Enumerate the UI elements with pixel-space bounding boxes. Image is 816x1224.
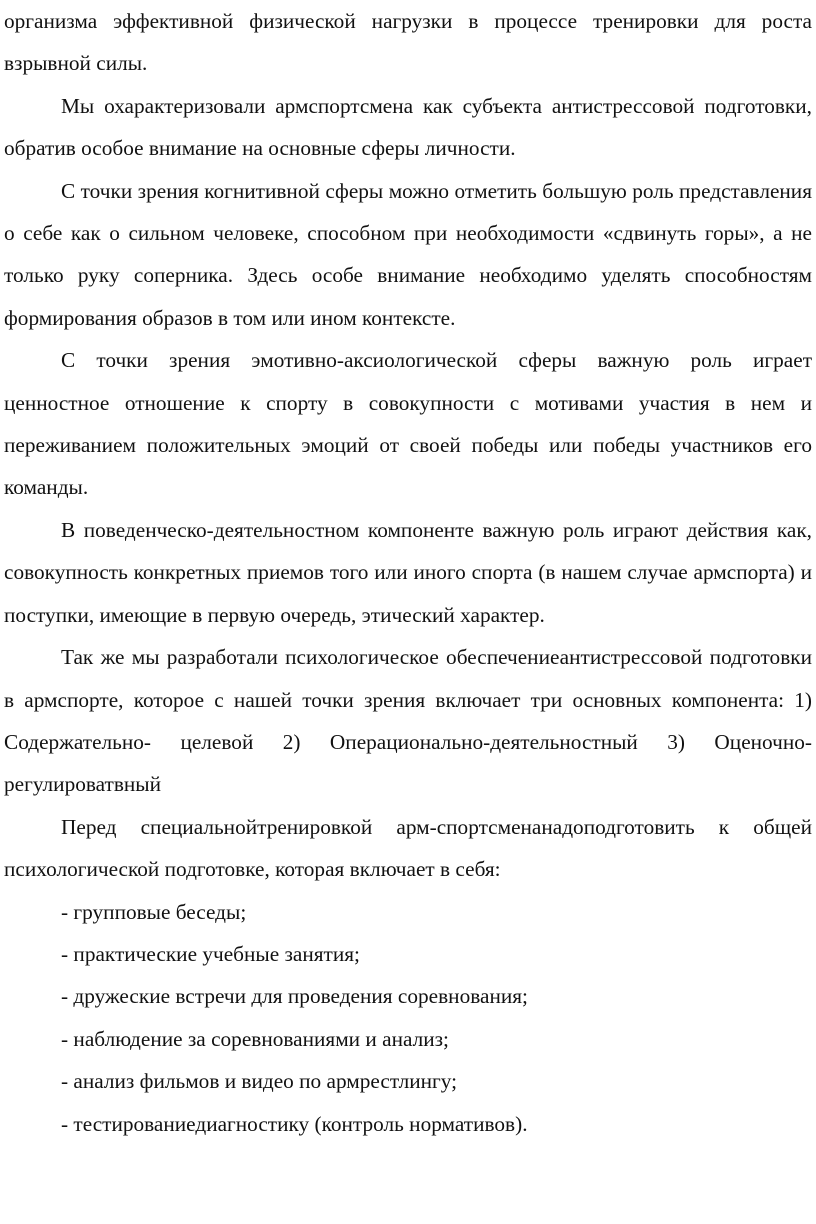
list-item: - дружеские встречи для проведения соревнования; [61,984,528,1009]
paragraph-continuation: организма эффективной физической нагрузки в процессе тренировки для роста взрывной силы. [4,9,812,76]
paragraph-behavioral-component: В поведенческо-деятельностном компоненте важную роль играют действия как, совокупность конкретных приемов того или иного спорта (в нашем случае армспорта) и поступки, имеющие в первую очередь, этический характер. [4,517,812,627]
paragraph-emotive-sphere: С точки зрения эмотивно-аксиологической сферы важную роль играет ценностное отношение к спорту в совокупности с мотивами участия в нем и переживанием положительных эмоций от своей победы или победы участников его команды. [4,348,812,500]
document-body [4,0,812,1145]
list-item: - групповые беседы; [61,899,247,924]
preparation-list [4,891,812,1145]
list-item: - наблюдение за соревнованиями и анализ; [61,1026,449,1051]
paragraph-cognitive-sphere: С точки зрения когнитивной сферы можно отметить большую роль представления о себе как о сильном человеке, способном при необходимости «сдвинуть горы», а не только руку соперника. Здесь особе внимание необходимо уделять способностям формирования образов в том или ином контексте. [4,178,812,330]
paragraph-psychological-support: Так же мы разработали психологическое обеспечениеантистрессовой подготовки в армспорте, которое с нашей точки зрения включает три основных компонента: 1) Содержательно- целевой 2) Операционально-деятельностный 3) Оценочно-регулироватвный [4,645,812,797]
list-item: - тестированиедиагностику (контроль нормативов). [61,1111,528,1136]
paragraph-athlete-subject: Мы охарактеризовали армспортсмена как субъекта антистрессовой подготовки, обратив особое внимание на основные сферы личности. [4,93,812,161]
list-item: - анализ фильмов и видео по армрестлингу; [61,1069,458,1094]
paragraph-general-preparation: Перед специальнойтренировкой арм-спортсменанадоподготовить к общей психологической подготовке, которая включает в себя: [4,814,812,882]
list-item: - практические учебные занятия; [61,941,360,966]
